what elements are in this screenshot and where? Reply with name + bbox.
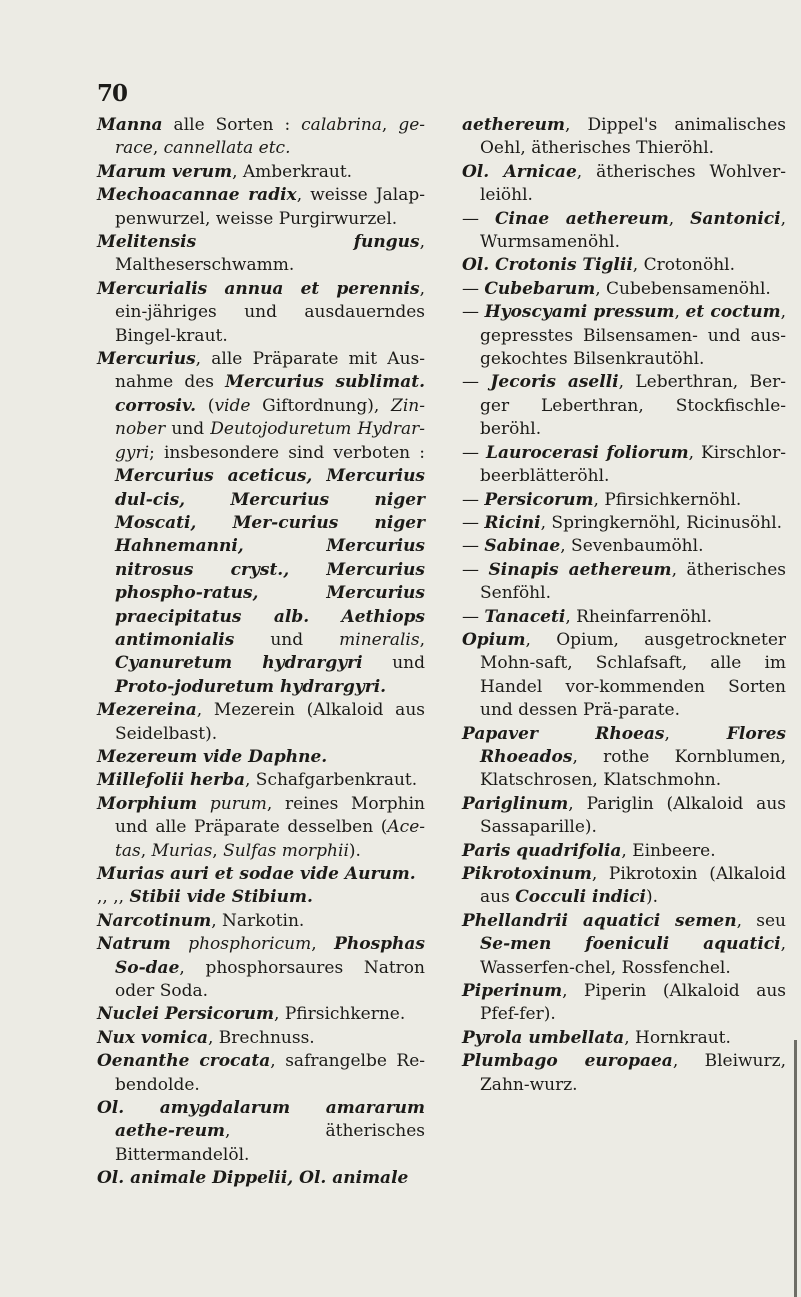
entry-text: , seu bbox=[736, 910, 787, 931]
index-entry bbox=[462, 161, 786, 208]
entry-text: , Mezerein (Alkaloid aus Seidelbast). bbox=[115, 700, 425, 744]
entry-latin-term: Pyrola umbellata bbox=[462, 1027, 625, 1048]
entry-text: , rothe Kornblumen, Klatschrosen, Klatschmohn. bbox=[480, 746, 786, 791]
entry-latin-term: Melitensis fungus bbox=[97, 232, 420, 253]
entry-text: Giftordnung), bbox=[250, 395, 392, 416]
entry-text: , Cubebensamenöhl. bbox=[595, 278, 771, 299]
entry-text: und bbox=[362, 653, 425, 674]
entry-latin-term: Proto-joduretum hydrargyri. bbox=[115, 676, 387, 697]
entry-text: , Maltheserschwamm. bbox=[115, 232, 425, 276]
index-entry bbox=[462, 910, 786, 980]
entry-latin-term: Cocculi indici bbox=[515, 887, 646, 908]
entry-latin-term: Natrum bbox=[97, 934, 171, 955]
entry-latin-term: Mezereina bbox=[97, 700, 197, 721]
index-entry bbox=[97, 231, 425, 278]
index-entry bbox=[462, 980, 786, 1027]
index-entry bbox=[462, 629, 786, 723]
entry-latin-term: Oenanthe crocata bbox=[97, 1051, 271, 1072]
index-entry bbox=[462, 254, 786, 277]
index-entry bbox=[97, 1097, 425, 1167]
entry-text: — bbox=[462, 536, 485, 557]
entry-text: , Einbeere. bbox=[621, 840, 716, 861]
entry-latin-term: aethereum bbox=[462, 115, 565, 135]
entry-latin-term: Ol. Arnicae bbox=[462, 161, 577, 182]
entry-text bbox=[171, 934, 188, 954]
entry-latin-term: Piperinum bbox=[462, 981, 563, 1002]
entry-text: — bbox=[462, 208, 496, 229]
entry-text: — bbox=[462, 302, 485, 323]
index-entry bbox=[97, 1027, 425, 1050]
index-entry bbox=[462, 442, 786, 489]
entry-text: , Piperin (Alkaloid aus Pfef-fer). bbox=[480, 981, 786, 1025]
entry-text: , Dippel's animalisches Oehl, ätherisches Thieröhl. bbox=[480, 115, 786, 159]
entry-latin-term: Persicorum bbox=[484, 489, 594, 510]
entry-latin-term: Ol. animale Dippelii, Ol. animale bbox=[97, 1168, 409, 1189]
entry-text: ( bbox=[196, 395, 215, 416]
entry-text: , Pfirsichkernöhl. bbox=[593, 489, 742, 510]
entry-text: , bbox=[664, 723, 727, 744]
entry-text bbox=[197, 794, 210, 814]
entry-latin-term: Mercurialis annua et perennis bbox=[97, 278, 420, 299]
entry-latin-term: Mercurius sublimat. corrosiv. bbox=[115, 372, 425, 416]
index-entry bbox=[97, 1167, 425, 1190]
entry-text: — bbox=[462, 559, 489, 580]
entry-latin-term: Nuclei Persicorum bbox=[97, 1004, 275, 1025]
entry-latin-term: Sinapis aethereum bbox=[488, 559, 672, 580]
entry-latin-term: Zin-nober bbox=[115, 395, 425, 440]
entry-text: — bbox=[462, 372, 491, 393]
entry-latin-term: Santonici bbox=[690, 208, 781, 229]
entry-text: , Pariglin (Alkaloid aus Sassaparille). bbox=[480, 793, 786, 838]
index-entry bbox=[97, 886, 425, 909]
entry-latin-term: ge-race bbox=[115, 115, 425, 159]
entry-text: , reines Morphin und alle Präparate desselben ( bbox=[115, 793, 425, 838]
entry-text: ; insbesondere sind verboten : bbox=[149, 442, 425, 463]
entry-text: und bbox=[234, 629, 340, 650]
index-entry bbox=[97, 863, 425, 886]
entry-latin-term: Mechoacannae radix bbox=[97, 185, 297, 206]
entry-text: , Crotonöhl. bbox=[632, 255, 736, 276]
entry-latin-term: Mercurius aceticus, Mercurius dul-cis, Mercurius niger Moscati, Mer-curius niger Hahnemanni, Mercurius nitrosus cryst., Mercurius phospho-ratus, Mercurius praecipitatus alb. Aethiops antimonialis bbox=[115, 466, 425, 650]
entry-latin-term: Sulfas morphii bbox=[223, 840, 349, 861]
entry-text: — bbox=[462, 489, 485, 510]
entry-latin-term: Cinae aethereum bbox=[495, 208, 669, 229]
page-edge-shadow bbox=[794, 1040, 797, 1297]
entry-latin-term: Opium bbox=[462, 629, 526, 650]
entry-latin-term: Morphium bbox=[97, 793, 198, 814]
entry-latin-term: Deutojoduretum Hydrar-gyri bbox=[115, 419, 425, 463]
entry-text: , Pikrotoxin (Alkaloid aus bbox=[480, 864, 786, 908]
entry-latin-term: Paris quadrifolia bbox=[462, 840, 622, 861]
entry-latin-term: Plumbago europaea bbox=[462, 1051, 673, 1072]
entry-text: , Schafgarbenkraut. bbox=[245, 770, 418, 791]
index-entry bbox=[97, 793, 425, 863]
entry-latin-term: phosphoricum bbox=[188, 934, 312, 955]
entry-text: , Opium, ausgetrockneter Mohn-saft, Schlafsaft, alle im Handel vor-kommenden Sorten und dessen Prä-parate. bbox=[480, 629, 786, 721]
entry-latin-term: Cyanuretum hydrargyri bbox=[115, 653, 363, 674]
entry-latin-term: vide bbox=[214, 395, 251, 416]
entry-text: , bbox=[212, 840, 224, 861]
entry-text: , Brechnuss. bbox=[207, 1027, 315, 1048]
index-entry bbox=[462, 208, 786, 255]
index-entry bbox=[462, 114, 786, 161]
entry-text: , weisse Jalap-penwurzel, weisse Purgirwurzel. bbox=[115, 185, 425, 229]
entry-text: — bbox=[462, 606, 485, 627]
entry-latin-term: calabrina bbox=[301, 115, 382, 135]
index-entry bbox=[97, 1050, 425, 1097]
left-column bbox=[97, 114, 425, 1191]
index-entry bbox=[462, 1027, 786, 1050]
index-entry bbox=[97, 114, 425, 161]
entry-latin-term: Pikrotoxinum bbox=[462, 864, 592, 884]
entry-latin-term: Millefolii herba bbox=[97, 770, 245, 791]
entry-latin-term: et coctum bbox=[685, 302, 781, 323]
entry-text: und bbox=[165, 419, 211, 440]
entry-text: , bbox=[311, 934, 335, 955]
entry-text: , ein-jähriges und ausdauerndes Bingel-kraut. bbox=[115, 278, 425, 346]
entry-text: , alle Präparate mit Aus-nahme des bbox=[115, 349, 425, 393]
entry-text: , bbox=[668, 208, 691, 229]
index-entry bbox=[462, 840, 786, 863]
entry-latin-term: Manna bbox=[97, 115, 163, 135]
entry-latin-term: cannellata etc. bbox=[163, 138, 291, 159]
entry-latin-term: Flores Rhoeados bbox=[480, 723, 787, 767]
index-entry bbox=[462, 278, 786, 301]
entry-text: , safrangelbe Re-bendolde. bbox=[115, 1051, 425, 1095]
index-entry bbox=[462, 863, 786, 910]
entry-latin-term: Murias bbox=[151, 840, 213, 861]
entry-latin-term: mineralis bbox=[339, 629, 420, 650]
entry-text: , Narkotin. bbox=[211, 910, 305, 931]
entry-latin-term: Sabinae bbox=[484, 536, 561, 557]
entry-text: — bbox=[462, 512, 485, 533]
index-entry bbox=[97, 1003, 425, 1026]
page-number: 70 bbox=[97, 80, 128, 107]
index-entry bbox=[97, 699, 425, 746]
index-entry bbox=[462, 535, 786, 558]
index-entry bbox=[462, 606, 786, 629]
entry-latin-term: Cubebarum bbox=[484, 278, 596, 299]
entry-latin-term: Ricini bbox=[484, 512, 541, 533]
index-entry bbox=[462, 512, 786, 535]
entry-latin-term: Laurocerasi foliorum bbox=[486, 442, 689, 463]
entry-text: , bbox=[674, 302, 686, 323]
entry-text: , Wurmsamenöhl. bbox=[480, 208, 787, 253]
entry-latin-term: Papaver Rhoeas bbox=[462, 723, 665, 744]
entry-latin-term: Tanaceti bbox=[484, 606, 566, 627]
entry-text: ). bbox=[348, 840, 361, 861]
entry-text: , Leberthran, Ber-ger Leberthran, Stockfischle-beröhl. bbox=[480, 372, 787, 440]
entry-latin-term: Murias auri et sodae vide Aurum. bbox=[97, 864, 416, 884]
index-entry bbox=[462, 371, 786, 441]
right-column bbox=[462, 114, 786, 1097]
entry-latin-term: Ace-tas bbox=[115, 817, 425, 861]
index-entry bbox=[97, 933, 425, 1003]
entry-text: , ätherisches Senföhl. bbox=[480, 559, 786, 604]
entry-latin-term: Mezereum vide Daphne. bbox=[97, 746, 328, 767]
entry-latin-term: Marum verum bbox=[97, 161, 233, 182]
entry-text: , Springkernöhl, Ricinusöhl. bbox=[540, 512, 783, 533]
entry-text: — bbox=[462, 278, 485, 299]
entry-latin-term: purum bbox=[209, 793, 267, 814]
entry-latin-term: Phellandrii aquatici semen bbox=[462, 910, 737, 931]
index-entry bbox=[97, 184, 425, 231]
entry-text: , bbox=[381, 115, 399, 135]
index-entry bbox=[97, 348, 425, 699]
entry-latin-term: Pariglinum bbox=[462, 793, 569, 814]
index-entry bbox=[97, 910, 425, 933]
entry-text: , bbox=[140, 840, 152, 861]
index-entry bbox=[462, 489, 786, 512]
index-entry bbox=[462, 559, 786, 606]
entry-latin-term: Ol. Crotonis Tiglii bbox=[462, 255, 633, 276]
index-entry bbox=[462, 301, 786, 371]
index-entry bbox=[462, 723, 786, 793]
entry-text: , Wasserfen-chel, Rossfenchel. bbox=[480, 934, 786, 978]
index-entry bbox=[462, 793, 786, 840]
entry-text: ). bbox=[645, 887, 659, 908]
entry-latin-term: Ol. amygdalarum amararum aethe-reum bbox=[97, 1098, 425, 1142]
entry-text: — bbox=[462, 442, 487, 463]
entry-text: , Bleiwurz, Zahn-wurz. bbox=[480, 1051, 786, 1095]
entry-text: , Amberkraut. bbox=[232, 161, 353, 182]
index-entry bbox=[97, 769, 425, 792]
entry-latin-term: Stibii vide Stibium. bbox=[129, 887, 313, 908]
entry-text: , Hornkraut. bbox=[624, 1027, 731, 1048]
entry-latin-term: Mercurius bbox=[97, 349, 196, 370]
entry-text: , phosphorsaures Natron oder Soda. bbox=[115, 957, 425, 1002]
entry-text: , Sevenbaumöhl. bbox=[560, 536, 704, 557]
entry-latin-term: Se-men foeniculi aquatici bbox=[480, 934, 781, 955]
entry-text: , ätherisches Wohlver-leiöhl. bbox=[480, 161, 786, 206]
entry-text: , Pfirsichkerne. bbox=[274, 1004, 406, 1025]
entry-text: , gepresstes Bilsensamen- und aus-gekochtes Bilsenkrautöhl. bbox=[480, 302, 786, 370]
entry-text: , bbox=[152, 138, 164, 159]
index-entry bbox=[462, 1050, 786, 1097]
entry-text: alle Sorten : bbox=[162, 115, 302, 135]
index-entry bbox=[97, 161, 425, 184]
entry-latin-term: Phosphas So-dae bbox=[115, 934, 425, 978]
entry-latin-term: Nux vomica bbox=[97, 1027, 208, 1048]
entry-latin-term: Narcotinum bbox=[97, 910, 212, 931]
index-entry bbox=[97, 746, 425, 769]
entry-text: ,, ,, bbox=[97, 887, 130, 908]
entry-latin-term: Hyoscyami pressum bbox=[484, 302, 675, 323]
entry-text: , Rheinfarrenöhl. bbox=[565, 606, 713, 627]
entry-text: , ätherisches Bittermandelöl. bbox=[115, 1121, 425, 1165]
entry-text: , Kirschlor-beerblätteröhl. bbox=[480, 442, 787, 487]
entry-latin-term: Jecoris aselli bbox=[490, 372, 619, 393]
entry-text: , bbox=[419, 629, 425, 650]
index-entry bbox=[97, 278, 425, 348]
